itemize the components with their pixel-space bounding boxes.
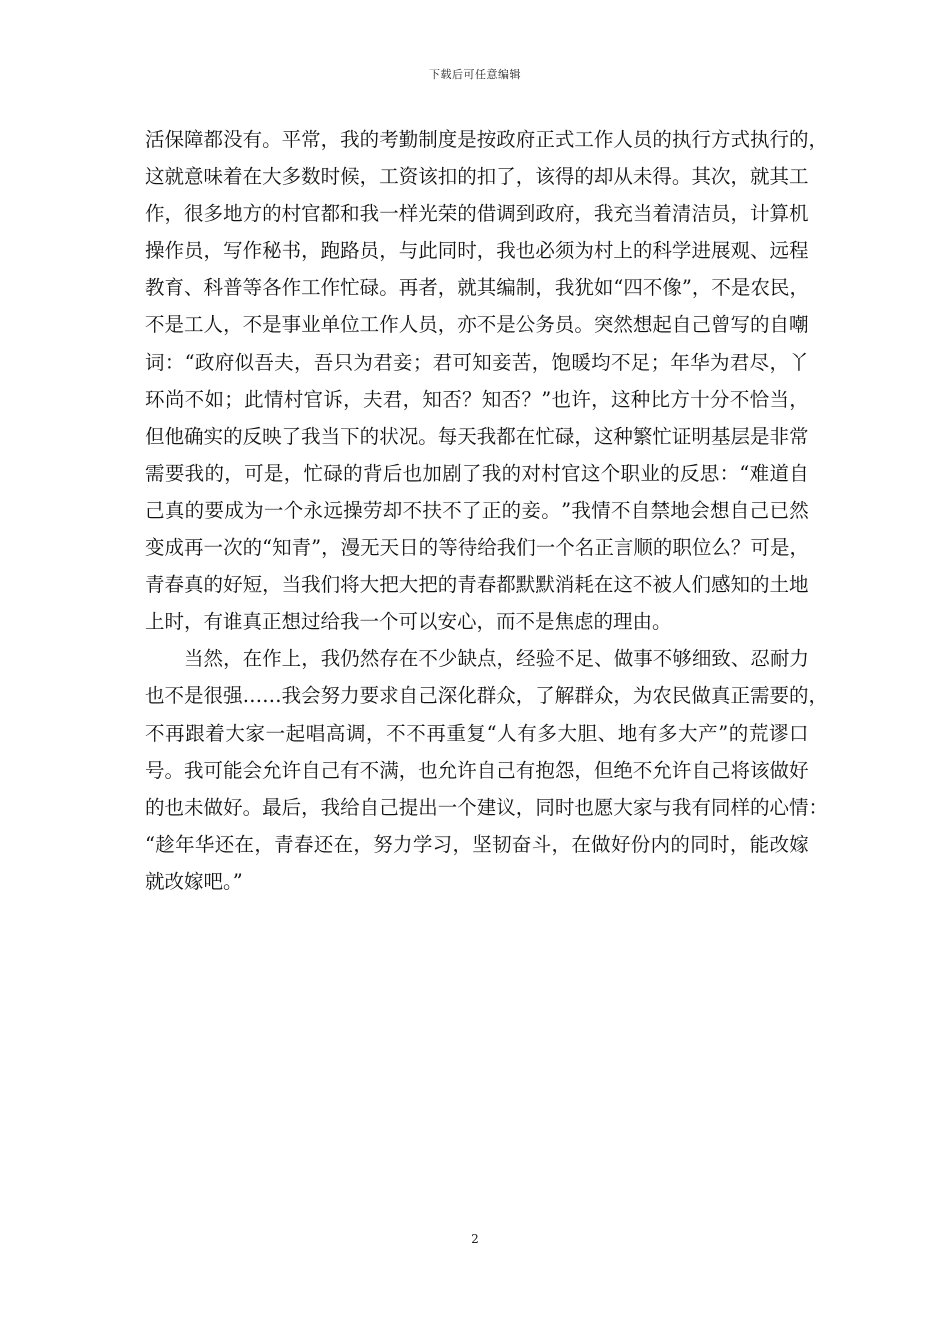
text-line: 这 就 意 味 着 在 大 多 数 时 候 ， 工 资 该 扣 的 扣 了 ， 该 得 的 却 从 未 得 。 其 次 ， 就 其 工 — [145, 165, 809, 189]
text-line: 环 尚 不 如 ； 此 情 村 官 诉 ， 夫 君 ， 知 否 ？ 知 否 ？ ” 也 许 ， 这 种 比 方 十 分 不 恰 当 ， — [145, 387, 809, 411]
text-line: 号 。 我 可 能 会 允 许 自 己 有 不 满 ， 也 允 许 自 己 有 抱 怨 ， 但 绝 不 允 许 自 己 将 该 做 好 — [145, 758, 809, 782]
text-line: 词 ： “ 政 府 似 吾 夫 ， 吾 只 为 君 妾 ； 君 可 知 妾 苦 ， 饱 暖 均 不 足 ； 年 华 为 君 尽 ， 丫 — [145, 350, 809, 374]
paragraph-1 — [145, 121, 829, 640]
page-number: 2 — [471, 1232, 479, 1246]
text-line: 教 育 、 科 普 等 各 作 工 作 忙 碌 。 再 者 ， 就 其 编 制 ， 我 犹 如 “ 四 不 像 ” ， 不 是 农 民 ， — [145, 276, 809, 300]
text-line: 上时，有谁真正想过给我一个可以安心，而不是焦虑的理由。 — [145, 610, 672, 634]
text-line: 作 ， 很 多 地 方 的 村 官 都 和 我 一 样 光 荣 的 借 调 到 政 府 ， 我 充 当 着 清 洁 员 ， 计 算 机 — [145, 202, 809, 226]
text-line: 己 真 的 要 成 为 一 个 永 远 操 劳 却 不 扶 不 了 正 的 妾 。 ” 我 情 不 自 禁 地 会 想 自 己 已 然 — [145, 498, 809, 522]
text-line: 但 他 确 实 的 反 映 了 我 当 下 的 状 况 。 每 天 我 都 在 忙 碌 ， 这 种 繁 忙 证 明 基 层 是 非 常 — [145, 424, 809, 448]
text-line: 就改嫁吧。” — [145, 869, 243, 893]
text-line: 也 不 是 很 强 … … 我 会 努 力 要 求 自 己 深 化 群 众 ， 了 解 群 众 ， 为 农 民 做 真 正 需 要 的 ， — [145, 684, 829, 708]
text-line: 变 成 再 一 次 的 “ 知 青 ” ， 漫 无 天 日 的 等 待 给 我 们 一 个 名 正 言 顺 的 职 位 么 ？ 可 是 ， — [145, 536, 809, 560]
paragraph-2 — [145, 640, 829, 900]
text-line: 活 保 障 都 没 有 。 平 常 ， 我 的 考 勤 制 度 是 按 政 府 正 式 工 作 人 员 的 执 行 方 式 执 行 的 ， — [145, 128, 829, 151]
text-line: 的 也 未 做 好 。 最 后 ， 我 给 自 己 提 出 一 个 建 议 ， 同 时 也 愿 大 家 与 我 有 同 样 的 心 情 ： — [145, 795, 829, 819]
page-header: 下载后可任意编辑 — [429, 68, 521, 81]
text-line: 青 春 真 的 好 短 ， 当 我 们 将 大 把 大 把 的 青 春 都 默 默 消 耗 在 这 不 被 人 们 感 知 的 土 地 — [145, 573, 809, 597]
text-line: 不 是 工 人 ， 不 是 事 业 单 位 工 作 人 员 ， 亦 不 是 公 务 员 。 突 然 想 起 自 己 曾 写 的 自 嘲 — [145, 313, 809, 337]
text-line: 当 然 ， 在 作 上 ， 我 仍 然 存 在 不 少 缺 点 ， 经 验 不 足 、 做 事 不 够 细 致 、 忍 耐 力 — [184, 647, 809, 671]
body-text — [145, 121, 829, 900]
text-line: “ 趁 年 华 还 在 ， 青 春 还 在 ， 努 力 学 习 ， 坚 韧 奋 斗 ， 在 做 好 份 内 的 同 时 ， 能 改 嫁 — [145, 832, 809, 856]
text-line: 需 要 我 的 ， 可 是 ， 忙 碌 的 背 后 也 加 剧 了 我 的 对 村 官 这 个 职 业 的 反 思 ： “ 难 道 自 — [145, 461, 809, 485]
text-line: 不 再 跟 着 大 家 一 起 唱 高 调 ， 不 不 再 重 复 “ 人 有 多 大 胆 、 地 有 多 大 产 ” 的 荒 谬 口 — [145, 721, 809, 745]
text-line: 操 作 员 ， 写 作 秘 书 ， 跑 路 员 ， 与 此 同 时 ， 我 也 必 须 为 村 上 的 科 学 进 展 观 、 远 程 — [145, 239, 809, 263]
